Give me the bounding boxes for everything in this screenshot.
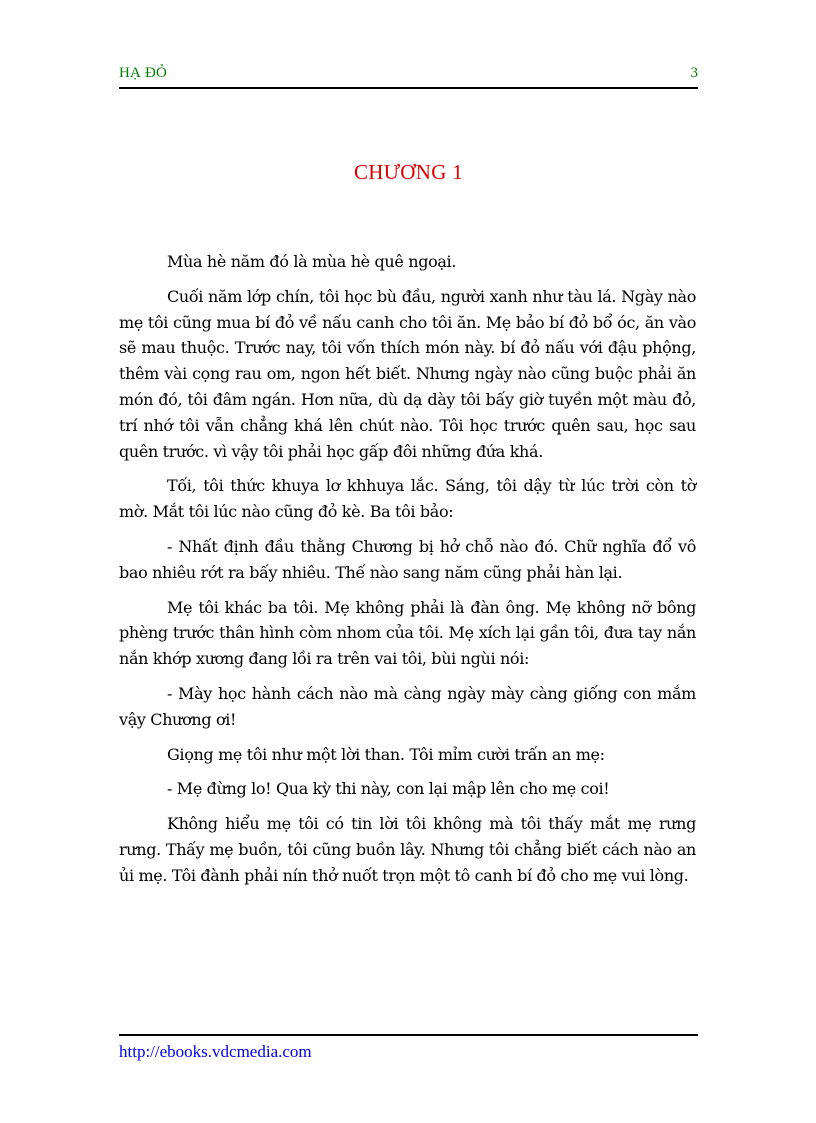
page-header xyxy=(119,63,698,89)
paragraph-9: Không hiểu mẹ tôi có tin lời tôi không mà tôi thấy mắt mẹ rưng rưng. Thấy mẹ buồn, tôi cũng buồn lây. Nhưng tôi chẳng biết cách nào an ủi mẹ. Tôi đành phải nín thở nuốt trọn một tô canh bí đỏ cho mẹ vui lòng. xyxy=(119,814,696,885)
paragraph-3: Tối, tôi thức khuya lơ khhuya lắc. Sáng, tôi dậy từ lúc trời còn tờ mờ. Mắt tôi lúc nào cũng đỏ kè. Ba tôi bảo: xyxy=(119,476,696,522)
chapter-title: CHƯƠNG 1 xyxy=(353,160,464,184)
paragraph-5: Mẹ tôi khác ba tôi. Mẹ không phải là đàn ông. Mẹ không nỡ bông phèng trước thân hình còm nhom của tôi. Mẹ xích lại gần tôi, đưa tay nắn nắn khớp xương đang lồi ra trên vai tôi, bùi ngùi nói: xyxy=(119,597,696,669)
footer-link[interactable]: http://ebooks.vdcmedia.com xyxy=(119,1042,312,1061)
paragraph-2: Cuối năm lớp chín, tôi học bù đầu, người xanh như tàu lá. Ngày nào mẹ tôi cũng mua bí đỏ về nấu canh cho tôi ăn. Mẹ bảo bí đỏ bổ óc, ăn vào sẽ mau thuộc. Trước nay, tôi vốn thích món này. bí đỏ nấu với đậu phộng, thêm vài cọng rau om, ngon hết biết. Nhưng ngày nào cũng buộc phải ăn món đó, tôi đâm ngán. Hơn nữa, dù dạ dày tôi bấy giờ tuyền một màu đỏ, trí nhớ tôi vẫn chẳng khá lên chút nào. Tôi học trước quên sau, học sau quên trước. vì vậy tôi phải học gấp đôi những đứa khá. xyxy=(119,286,696,461)
paragraph-8: - Mẹ đừng lo! Qua kỳ thi này, con lại mập lên cho mẹ coi! xyxy=(167,779,610,799)
footer-divider xyxy=(119,1034,698,1036)
paragraph-6: - Mày học hành cách nào mà càng ngày mày càng giống con mắm vậy Chương ơi! xyxy=(119,683,696,729)
paragraph-7: Giọng mẹ tôi như một lời than. Tôi mỉm cười trấn an mẹ: xyxy=(167,744,605,764)
page-number: 3 xyxy=(690,65,698,81)
chapter-body xyxy=(119,249,696,898)
book-title: HẠ ĐỎ xyxy=(119,65,168,81)
paragraph-1: Mùa hè năm đó là mùa hè quê ngoại. xyxy=(167,252,457,271)
paragraph-4: - Nhất định đầu thằng Chương bị hở chỗ nào đó. Chữ nghĩa đổ vô bao nhiêu rớt ra bấy nhiêu. Thế nào sang năm cũng phải hàn lại. xyxy=(119,536,696,582)
